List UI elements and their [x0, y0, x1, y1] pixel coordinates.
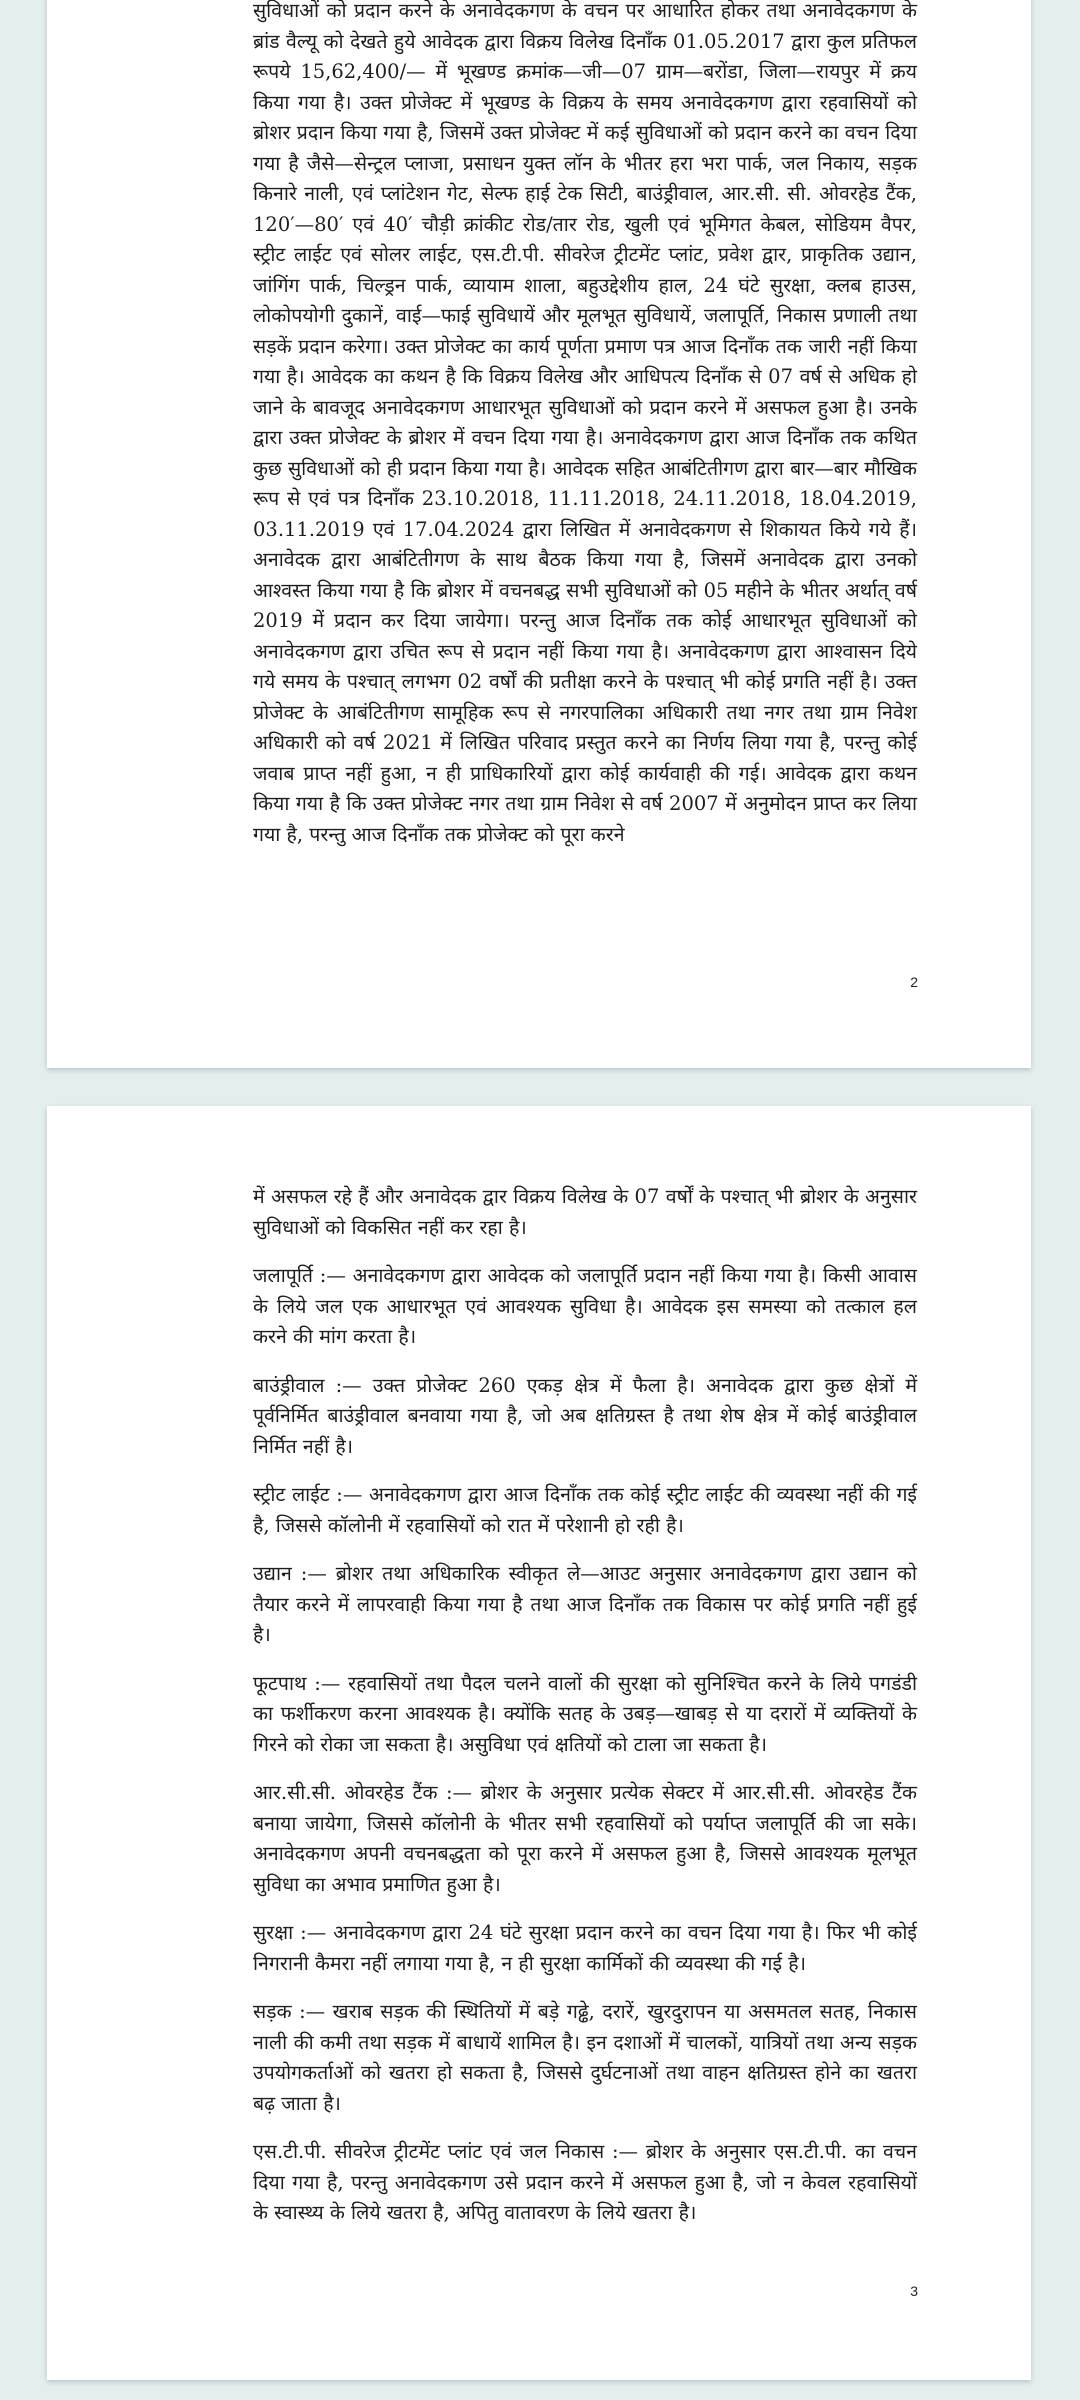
- document-page-3: [47, 1106, 1031, 2380]
- page-number: 2: [910, 974, 918, 990]
- footpath-paragraph: फूटपाथ :— रहवासियों तथा पैदल चलने वालों की सुरक्षा को सुनिश्चित करने के लिये पगडंडी का फर्शीकरण करना आवश्यक है। क्योंकि सतह के उबड़—खाबड़ से या दरारों में व्यक्तियों के गिरने को रोका जा सकता है। असुविधा एवं क्षतियों को टाला जा सकता है।: [253, 1671, 917, 1756]
- page-2-body: [253, 0, 917, 868]
- body-paragraph: सुविधाओं को प्रदान करने के अनावेदकगण के वचन पर आधारित होकर तथा अनावेदकगण के ब्रांड वैल्यू को देखते हुये आवेदक द्वारा विक्रय विलेख दिनाँक 01.05.2017 द्वारा कुल प्रतिफल रूपये 15,62,400/— में भूखण्ड क्रमांक—जी—07 ग्राम—बरोंडा, जिला—रायपुर में क्रय किया गया है। उक्त प्रोजेक्ट में भूखण्ड के विक्रय के समय अनावेदकगण द्वारा रहवासियों को ब्रोशर प्रदान किया गया है, जिसमें उक्त प्रोजेक्ट में कई सुविधाओं को प्रदान करने का वचन दिया गया है जैसे—सेन्ट्रल प्लाजा, प्रसाधन युक्त लॉन के भीतर हरा भरा पार्क, जल निकाय, सड़क किनारे नाली, एवं प्लांटेशन गेट, सेल्फ हाई टेक सिटी, बाउंड्रीवाल, आर.सी. सी. ओवरहेड टैंक, 120′—80′ एवं 40′ चौड़ी क्रांकीट रोड/तार रोड, खुली एवं भूमिगत केबल, सोडियम वैपर, स्ट्रीट लाईट एवं सोलर लाईट, एस.टी.पी. सीवरेज ट्रीटमेंट प्लांट, प्रवेश द्वार, प्राकृतिक उद्यान, जांगिंग पार्क, चिल्ड्रन पार्क, व्यायाम शाला, बहुउद्देशीय हाल, 24 घंटे सुरक्षा, क्लब हाउस, लोकोपयोगी दुकानें, वाई—फाई सुविधायें और मूलभूत सुविधायें, जलापूर्ति, निकास प्रणाली तथा सड़कें प्रदान करेगा। उक्त प्रोजेक्ट का कार्य पूर्णता प्रमाण पत्र आज दिनाँक तक जारी नहीं किया गया है। आवेदक का कथन है कि विक्रय विलेख और आधिपत्य दिनाँक से 07 वर्ष से अधिक हो जाने के बावजूद अनावेदकगण आधारभूत सुविधाओं को प्रदान करने में असफल हुआ है। उनके द्वारा उक्त प्रोजेक्ट के ब्रोशर में वचन दिया गया है। अनावेदकगण द्वारा आज दिनाँक तक कथित कुछ सुविधाओं को ही प्रदान किया गया है। आवेदक सहित आबंटितीगण द्वारा बार—बार मौखिक रूप से एवं पत्र दिनाँक 23.10.2018, 11.11.2018, 24.11.2018, 18.04.2019, 03.11.2019 एवं 17.04.2024 द्वारा लिखित में अनावेदकगण से शिकायत किये गये हैं। अनावेदक द्वारा आबंटितीगण के साथ बैठक किया गया है, जिसमें अनावेदक द्वारा उनको आश्वस्त किया गया है कि ब्रोशर में वचनबद्ध सभी सुविधाओं को 05 महीने के भीतर अर्थात् वर्ष 2019 में प्रदान कर दिया जायेगा। परन्तु आज दिनाँक तक कोई आधारभूत सुविधाओं को अनावेदकगण द्वारा उचित रूप से प्रदान नहीं किया गया है। अनावेदकगण द्वारा आश्वासन दिये गये समय के पश्चात् लगभग 02 वर्षों की प्रतीक्षा करने के पश्चात् भी कोई प्रगति नहीं है। उक्त प्रोजेक्ट के आबंटितीगण सामूहिक रूप से नगरपालिका अधिकारी तथा नगर तथा ग्राम निवेश अधिकारी को वर्ष 2021 में लिखित परिवाद प्रस्तुत करने का निर्णय लिया गया है, परन्तु कोई जवाब प्राप्त नहीं हुआ, न ही प्राधिकारियों द्वारा कोई कार्यवाही की गई। आवेदक द्वारा कथन किया गया है कि उक्त प्रोजेक्ट नगर तथा ग्राम निवेश से वर्ष 2007 में अनुमोदन प्राप्त कर लिया गया है, परन्तु आज दिनाँक तक प्रोजेक्ट को पूरा करने: [253, 0, 917, 846]
- overhead-tank-paragraph: आर.सी.सी. ओवरहेड टैंक :— ब्रोशर के अनुसार प्रत्येक सेक्टर में आर.सी.सी. ओवरहेड टैंक बनाया जायेगा, जिससे कॉलोनी के भीतर सभी रहवासियों को पर्याप्त जलापूर्ति की जा सके। अनावेदकगण अपनी वचनबद्धता को पूरा करने में असफल हुआ है, जिससे आवश्यक मूलभूत सुविधा का अभाव प्रमाणित हुआ है।: [253, 1781, 917, 1896]
- road-paragraph: सड़क :— खराब सड़क की स्थितियों में बड़े गढ्ढे, दरारें, खुरदुरापन या असमतल सतह, निकास नाली की कमी तथा सड़क में बाधायें शामिल है। इन दशाओं में चालकों, यात्रियों तथा अन्य सड़क उपयोगकर्ताओं को खतरा हो सकता है, जिससे दुर्घटनाओं तथा वाहन क्षतिग्रस्त होने का खतरा बढ़ जाता है।: [253, 2000, 917, 2115]
- street-light-paragraph: स्ट्रीट लाईट :— अनावेदकगण द्वारा आज दिनाँक तक कोई स्ट्रीट लाईट की व्यवस्था नहीं की गई है, जिससे कॉलोनी में रहवासियों को रात में परेशानी हो रही है।: [253, 1483, 917, 1537]
- page-number: 3: [910, 2283, 918, 2299]
- continuation-paragraph: में असफल रहे हैं और अनावेदक द्वार विक्रय विलेख के 07 वर्षों के पश्चात् भी ब्रोशर के अनुसार सुविधाओं को विकसित नहीं कर रहा है।: [253, 1185, 917, 1239]
- stp-drainage-paragraph: एस.टी.पी. सीवरेज ट्रीटमेंट प्लांट एवं जल निकास :— ब्रोशर के अनुसार एस.टी.पी. का वचन दिया गया है, परन्तु अनावेदकगण उसे प्रदान करने में असफल हुआ है, जो न केवल रहवासियों के स्वास्थ्य के लिये खतरा है, अपितु वातावरण के लिये खतरा है।: [253, 2140, 917, 2224]
- security-paragraph: सुरक्षा :— अनावेदकगण द्वारा 24 घंटे सुरक्षा प्रदान करने का वचन दिया गया है। फिर भी कोई निगरानी कैमरा नहीं लगाया गया है, न ही सुरक्षा कार्मिकों की व्यवस्था की गई है।: [253, 1921, 917, 1975]
- water-supply-paragraph: जलापूर्ति :— अनावेदकगण द्वारा आवेदक को जलापूर्ति प्रदान नहीं किया गया है। किसी आवास के लिये जल एक आधारभूत एवं आवश्यक सुविधा है। आवेदक इस समस्या को तत्काल हल करने की मांग करता है।: [253, 1264, 917, 1348]
- boundary-wall-paragraph: बाउंड्रीवाल :— उक्त प्रोजेक्ट 260 एकड़ क्षेत्र में फैला है। अनावेदक द्वारा कुछ क्षेत्रों में पूर्वनिर्मित बाउंड्रीवाल बनवाया गया है, जो अब क्षतिग्रस्त है तथा शेष क्षेत्र में कोई बाउंड्रीवाल निर्मित नहीं है।: [253, 1373, 917, 1458]
- document-page-2: [47, 0, 1031, 1068]
- page-3-body: [253, 1182, 917, 2247]
- garden-paragraph: उद्यान :— ब्रोशर तथा अधिकारिक स्वीकृत ले—आउट अनुसार अनावेदकगण द्वारा उद्यान को तैयार करने में लापरवाही किया गया है तथा आज दिनाँक तक विकास पर कोई प्रगति नहीं हुई है।: [253, 1562, 917, 1646]
